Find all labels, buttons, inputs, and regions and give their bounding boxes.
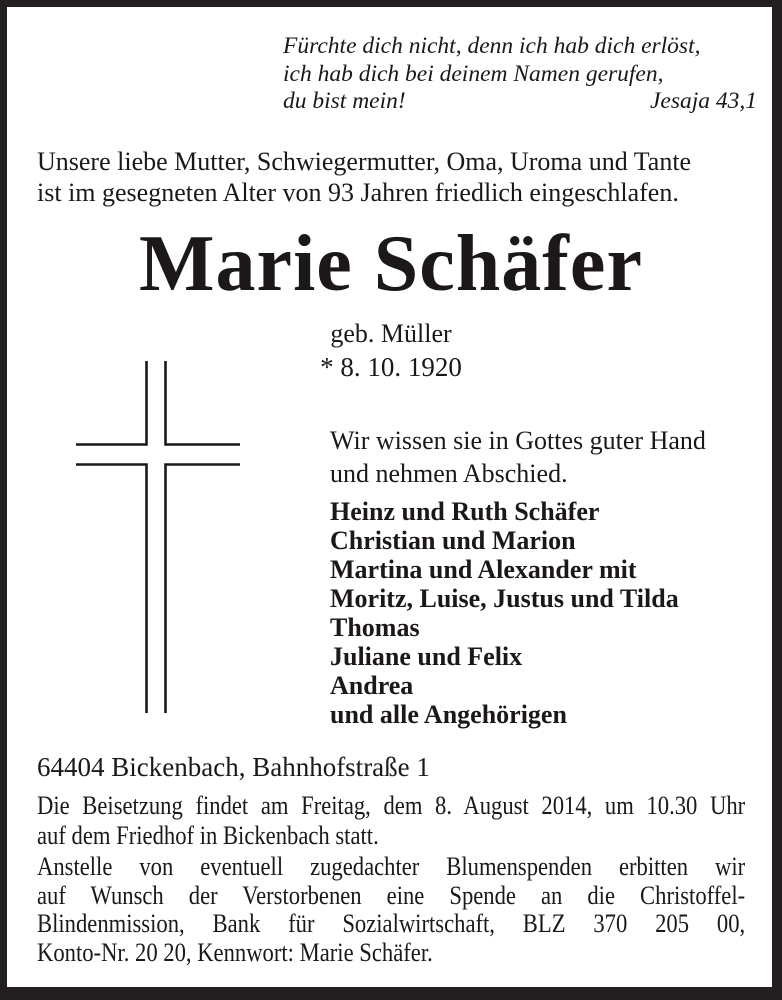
cross-icon: [75, 358, 245, 718]
mourner-row: und alle Angehörigen: [330, 700, 567, 729]
mourner-row: Heinz und Ruth Schäfer: [330, 497, 600, 526]
intro-line: Unsere liebe Mutter, Schwiegermutter, Oma, Uroma und Tante: [37, 147, 692, 176]
intro-text: [37, 146, 691, 208]
address-line: 64404 Bickenbach, Bahnhofstraße 1: [37, 752, 430, 782]
donation-line: Konto-Nr. 20 20, Kennwort: Marie Schäfer.: [37, 937, 433, 967]
mourner-row: Christian und Marion: [330, 526, 576, 555]
mourners-list: [330, 497, 679, 729]
farewell-text: [330, 424, 706, 490]
mourner-row: Andrea: [330, 671, 414, 700]
donation-line: Blindenmission, Bank für Sozialwirtschaft, BLZ 370 205 00,: [37, 909, 746, 938]
mourner-row: Moritz, Luise, Justus und Tilda: [330, 584, 679, 613]
mourner-row: Thomas: [330, 613, 420, 642]
bible-verse-line: du bist mein!: [283, 88, 406, 114]
mourner-row: Juliane und Felix: [330, 642, 523, 671]
donation-line: Anstelle von eventuell zugedachter Blumenspenden erbitten wir: [37, 852, 746, 881]
donation-info: [37, 853, 745, 967]
farewell-line: Wir wissen sie in Gottes guter Hand: [330, 426, 706, 455]
birth-date: * 8. 10. 1920: [320, 352, 462, 382]
funeral-line: auf dem Friedhof in Bickenbach statt.: [37, 820, 379, 850]
donation-line: auf Wunsch der Verstorbenen eine Spende an die Christoffel-: [37, 880, 746, 910]
farewell-line: und nehmen Abschied.: [330, 459, 568, 488]
funeral-info: [37, 791, 745, 850]
bible-verse-line: Fürchte dich nicht, denn ich hab dich erlöst,: [283, 33, 701, 59]
verse-attribution: Jesaja 43,1: [649, 88, 757, 114]
bible-verse: [283, 33, 757, 116]
funeral-line: Die Beisetzung findet am Freitag, dem 8. August 2014, um 10.30 Uhr: [37, 791, 746, 820]
maiden-name: geb. Müller: [330, 319, 452, 348]
bible-verse-line: ich hab dich bei deinem Namen gerufen,: [283, 60, 664, 87]
deceased-name: Marie Schäfer: [139, 220, 643, 308]
mourner-row: Martina und Alexander mit: [330, 555, 637, 584]
intro-line: ist im gesegneten Alter von 93 Jahren friedlich eingeschlafen.: [37, 178, 679, 207]
